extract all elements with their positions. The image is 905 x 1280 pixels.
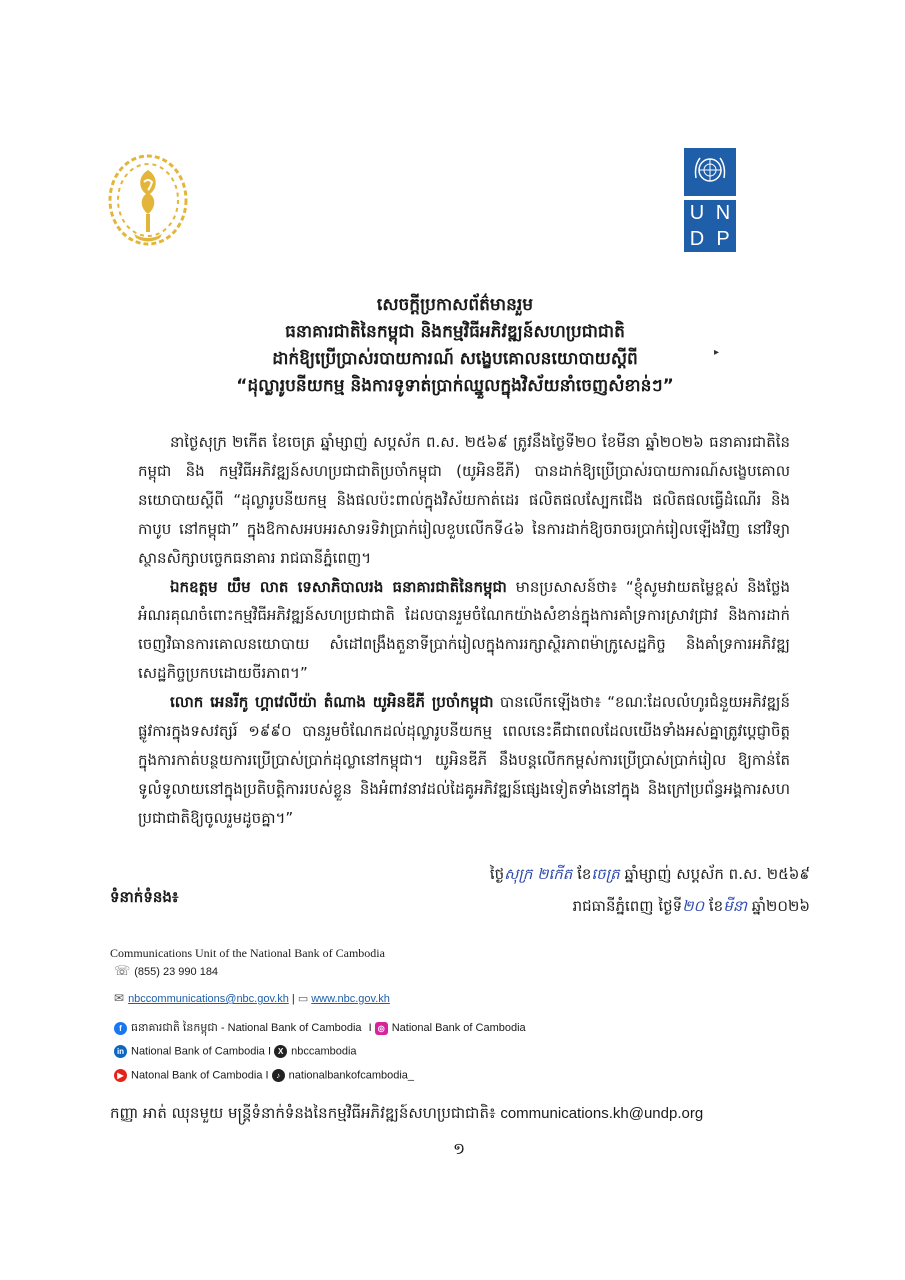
lunar-date: ថ្ងៃសុក្រ ២កើត ខែចេត្រ ឆ្នាំម្សាញ់ សប្តស័ក ព.ស. ២៥៦៩ xyxy=(489,865,810,883)
date-block xyxy=(380,858,810,922)
undp-contact xyxy=(110,1104,810,1126)
speaker-1: ឯកឧត្តម យឹម លាត ទេសាភិបាលរង ធនាគារជាតិនៃកម្ពុជា xyxy=(170,577,507,596)
linkedin-link[interactable]: National Bank of Cambodia xyxy=(131,1045,265,1058)
paragraph-3 xyxy=(138,688,790,833)
tiktok-icon: ♪ xyxy=(272,1069,285,1082)
title-line-3: ដាក់ឱ្យប្រើប្រាស់របាយការណ៍ សង្ខេបគោលនយោបាយស្ដីពី xyxy=(272,349,638,369)
web-icon: ▭ xyxy=(297,993,309,1005)
email-icon: ✉ xyxy=(114,991,125,1005)
facebook-link[interactable]: ធនាគារជាតិ នៃកម្ពុជា - National Bank of Cambodia xyxy=(131,1022,362,1034)
contacts-heading: ទំនាក់ទំនង៖ xyxy=(110,888,179,906)
undp-contact-email[interactable]: communications.kh@undp.org xyxy=(500,1105,704,1122)
x-link[interactable]: nbccambodia xyxy=(291,1045,357,1058)
quote-2: បានលើកឡើងថា៖ “ខណៈដែលលំហូរជំនួយអភិវឌ្ឍន៍ផ្លូវការក្នុងទសវត្សរ៍ ១៩៩០ បានរួមចំណែកដល់ដុល្លារូបនីយកម្ម ពេលនេះគឺជាពេលដែលយើងទាំងអស់គ្នាត្រូវប្ដេជ្ញាចិត្ត ក្នុងការកាត់បន្ថយការប្រើប្រាស់ប្រាក់ដុល្លានៅកម្ពុជា។ យូអិនឌីភី នឹងបន្តលើកកម្ពស់ការប្រើប្រាស់ប្រាក់រៀល ឱ្យកាន់តែទូលំទូលាយនៅក្នុងប្រតិបត្តិការរបស់ខ្លួន និងអំពាវនាវដល់ដៃគូអភិវឌ្ឍន៍ផ្សេងទៀតទាំងនៅក្នុង និងក្រៅប្រព័ន្ធអង្គការសហប្រជាជាតិឱ្យចូលរួមដូចគ្នា។” xyxy=(138,693,790,827)
email-link[interactable]: nbccommunications@nbc.gov.kh xyxy=(128,993,289,1005)
undp-letter-n: N xyxy=(710,200,736,226)
nbc-logo xyxy=(104,150,192,250)
handwritten-month: ចេត្រ xyxy=(591,865,620,883)
x-icon: X xyxy=(274,1045,287,1058)
tiktok-link[interactable]: nationalbankofcambodia_ xyxy=(288,1069,415,1082)
speaker-2: លោក អេនរីកូ ហ្គាវេលីយ៉ា តំណាង យូអិនឌីភី ប្រចាំកម្ពុជា xyxy=(170,693,494,712)
undp-letter-d: D xyxy=(684,226,710,252)
quote-1: មានប្រសាសន៍ថា៖ “ខ្ញុំសូមវាយតម្លៃខ្ពស់ និងថ្លែងអំណរគុណចំពោះកម្មវិធីអភិវឌ្ឍន៍សហប្រជាជាតិ ដែលបានរួមចំណែកយ៉ាងសំខាន់ក្នុងការគាំទ្រការស្រាវជ្រាវ និងការដាក់ចេញវិធានការគោលនយោបាយ សំដៅពង្រឹងតួនាទីប្រាក់រៀលក្នុងការរក្សាស្ថិរភាពម៉ាក្រូសេដ្ឋកិច្ច និងគាំទ្រការអភិវឌ្ឍសេដ្ឋកិច្ចប្រកបដោយចីរភាព។” xyxy=(138,577,790,683)
page-number: ១ xyxy=(452,1139,466,1158)
paragraph-2 xyxy=(138,573,790,689)
solar-date: រាជធានីភ្នំពេញ ថ្ងៃទី២០ ខែមីនា ឆ្នាំ២០២៦ xyxy=(572,897,810,915)
title-line-1: សេចក្តីប្រកាសព័ត៌មានរួម xyxy=(376,295,534,315)
body-text xyxy=(138,428,790,833)
paragraph-1: នាថ្ងៃសុក្រ ២កើត ខែចេត្រ ឆ្នាំម្សាញ់ សប្តស័ក ព.ស. ២៥៦៩ ត្រូវនឹងថ្ងៃទី២០ ខែមីនា ឆ្នាំ២០២៦ ធនាគារជាតិនៃកម្ពុជា និង កម្មវិធីអភិវឌ្ឍន៍សហប្រជាជាតិប្រចាំកម្ពុជា (យូអិនឌីភី) បានដាក់ឱ្យប្រើប្រាស់របាយការណ៍សង្ខេបគោលនយោបាយស្តីពី “ដុល្លារូបនីយកម្ម និងផលប៉ះពាល់ក្នុងវិស័យកាត់ដេរ ផលិតផលស្បែកជើង ផលិតផលធ្វើដំណើរ និងកាបូប នៅកម្ពុជា” ក្នុងឱកាសអបអរសាទរទិវាប្រាក់រៀលខួបលើកទី៤៦ នៃការដាក់ឱ្យចរាចរប្រាក់រៀលឡើងវិញ នៅវិទ្យាស្ថានសិក្សាបច្ចេកធនាគារ រាជធានីភ្នំពេញ។ xyxy=(138,433,790,567)
instagram-link[interactable]: National Bank of Cambodia xyxy=(391,1022,526,1034)
facebook-row: f ធនាគារជាតិ នៃកម្ពុជា - National Bank of Cambodia I ◎ National Bank of Cambodia xyxy=(114,1021,526,1037)
email-web-row: ✉ nbccommunications@nbc.gov.kh | ▭ www.nbc.gov.kh xyxy=(114,991,390,1005)
handwritten-date: ២០ xyxy=(682,897,705,915)
undp-logo xyxy=(684,148,736,252)
linkedin-icon: in xyxy=(114,1045,127,1058)
facebook-icon: f xyxy=(114,1022,127,1035)
website-link[interactable]: www.nbc.gov.kh xyxy=(311,993,390,1005)
globe-icon xyxy=(684,148,736,196)
instagram-icon: ◎ xyxy=(375,1022,388,1035)
bullet-mark: ▸ xyxy=(714,347,720,358)
youtube-row: ▶ Natonal Bank of Cambodia I ♪ nationalbankofcambodia_ xyxy=(114,1069,414,1082)
youtube-link[interactable]: Natonal Bank of Cambodia xyxy=(131,1069,263,1082)
undp-letter-u: U xyxy=(684,200,710,226)
undp-contact-person: កញ្ញា អាត់ ឈុនមួយ មន្ត្រីទំនាក់ទំនងនៃកម្មវិធីអភិវឌ្ឍន៍សហប្រជាជាតិ៖ xyxy=(110,1104,501,1122)
handwritten-day: សុក្រ ២កើត xyxy=(504,865,573,883)
undp-letter-p: P xyxy=(710,226,736,252)
phone-row xyxy=(114,963,218,979)
youtube-icon: ▶ xyxy=(114,1069,127,1082)
un-emblem xyxy=(684,148,736,196)
phone-number: (855) 23 990 184 xyxy=(134,966,219,978)
linkedin-row: in National Bank of Cambodia I X nbccambodia xyxy=(114,1045,357,1058)
title-line-4: “ដុល្លារូបនីយកម្ម និងការទូទាត់ប្រាក់ឈ្នួលក្នុងវិស័យនាំចេញសំខាន់ៗ” xyxy=(236,376,674,396)
handwritten-month-2: មីនា xyxy=(723,897,747,915)
phone-icon: ☏ xyxy=(114,963,131,978)
press-release-title xyxy=(160,292,750,400)
comm-unit: Communications Unit of the National Bank of Cambodia xyxy=(110,946,385,960)
title-line-2: ធនាគារជាតិនៃកម្ពុជា និងកម្មវិធីអភិវឌ្ឍន៍សហប្រជាជាតិ xyxy=(285,322,625,342)
